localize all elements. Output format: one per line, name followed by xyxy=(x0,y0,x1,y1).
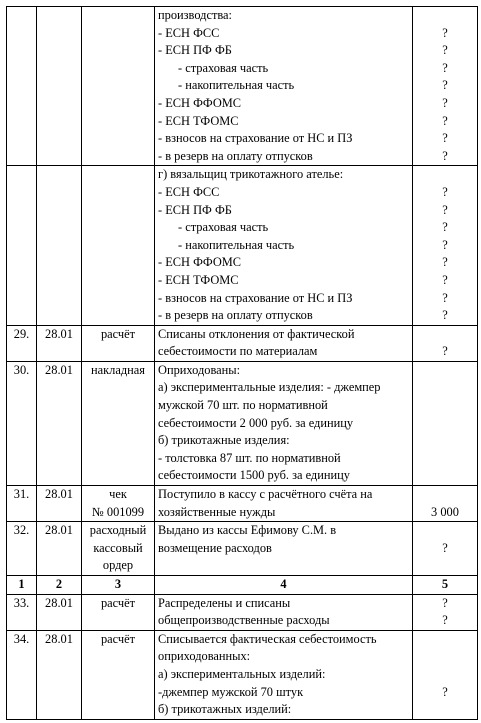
amount-value: ? xyxy=(442,595,448,610)
row-number: 34. xyxy=(7,630,37,719)
table-row xyxy=(7,630,478,719)
amount-cell xyxy=(413,7,478,166)
row-date: 28.01 xyxy=(37,325,82,361)
text-line: - взносов на страхование от НС и ПЗ xyxy=(158,290,353,305)
amount-value: ? xyxy=(442,184,448,199)
journal-page xyxy=(6,6,477,720)
text-line: - в резерв на оплату отпусков xyxy=(158,308,313,323)
row-date: 28.01 xyxy=(37,486,82,522)
amount-value xyxy=(416,666,474,684)
amount-value: ? xyxy=(442,613,448,628)
column-number: 3 xyxy=(82,576,155,595)
text-line: хозяйственные нужды xyxy=(158,504,276,519)
amount-value xyxy=(416,701,474,719)
amount-value: ? xyxy=(442,255,448,270)
column-number: 1 xyxy=(7,576,37,595)
amount-value: ? xyxy=(442,148,448,163)
text-line: себестоимости по материалам xyxy=(158,344,318,359)
table-row xyxy=(7,594,478,630)
column-number-row xyxy=(7,576,478,595)
text-line: - ЕСН ТФОМС xyxy=(158,113,239,128)
table-row xyxy=(7,522,478,576)
text-line: оприходованных: xyxy=(158,649,251,664)
amount-value: ? xyxy=(442,43,448,58)
text-line: - ЕСН ТФОМС xyxy=(158,272,239,287)
text-line: б) трикотажные изделия: xyxy=(158,433,290,448)
amount-value: ? xyxy=(442,131,448,146)
text-line: - ЕСН ФСС xyxy=(158,25,220,40)
table-row xyxy=(7,166,478,325)
text-line: возмещение расходов xyxy=(158,540,272,555)
text-line: - страховая часть xyxy=(178,220,269,235)
row-document: расчёт xyxy=(82,594,155,630)
operation-description xyxy=(155,594,413,630)
amount-value: ? xyxy=(442,60,448,75)
amount-value: ? xyxy=(442,290,448,305)
text-line: - страховая часть xyxy=(178,60,269,75)
text-line: Поступило в кассу с расчётного счёта на xyxy=(158,487,373,502)
operation-description xyxy=(155,325,413,361)
text-line: а) экспериментальных изделий: xyxy=(158,666,326,681)
text-line: - в резерв на оплату отпусков xyxy=(158,148,313,163)
text-line: себестоимости 2 000 руб. за единицу xyxy=(158,415,354,430)
amount-value: ? xyxy=(413,522,478,576)
text-line: -джемпер мужской 70 штук xyxy=(158,684,304,699)
text-line: а) экспериментальные изделия: - джемпер xyxy=(158,380,381,395)
text-line: - ЕСН ФСС xyxy=(158,184,220,199)
table-row xyxy=(7,486,478,522)
column-number: 5 xyxy=(413,576,478,595)
table-row xyxy=(7,325,478,361)
row-document: расчёт xyxy=(82,630,155,719)
amount-value: ? xyxy=(442,113,448,128)
text-line: Списывается фактическая себестоимость xyxy=(158,631,377,646)
column-number: 2 xyxy=(37,576,82,595)
amount-value: ? xyxy=(442,272,448,287)
row-document xyxy=(82,486,155,522)
text-line: себестоимости 1500 руб. за единицу xyxy=(158,468,350,483)
operation-description xyxy=(155,486,413,522)
text-line: мужской 70 шт. по нормативной xyxy=(158,398,328,413)
row-document: накладная xyxy=(82,361,155,485)
row-date: 28.01 xyxy=(37,630,82,719)
amount-value xyxy=(416,7,474,25)
operation-description xyxy=(155,166,413,325)
row-date: 28.01 xyxy=(37,522,82,576)
row-number: 30. xyxy=(7,361,37,485)
amount-value: ? xyxy=(442,25,448,40)
operation-description xyxy=(155,361,413,485)
text-line: - ЕСН ПФ ФБ xyxy=(158,43,232,58)
amount-cell xyxy=(413,594,478,630)
row-date: 28.01 xyxy=(37,594,82,630)
operations-table xyxy=(6,6,478,720)
text-line: Списаны отклонения от фактической xyxy=(158,326,355,341)
amount-cell xyxy=(413,166,478,325)
row-number: 32. xyxy=(7,522,37,576)
text-line: - ЕСН ПФ ФБ xyxy=(158,202,232,217)
amount-value: ? xyxy=(442,220,448,235)
amount-value xyxy=(416,631,474,649)
amount-cell xyxy=(413,361,478,485)
operation-description xyxy=(155,7,413,166)
text-line: г) вязальщиц трикотажного ателье: xyxy=(158,167,344,182)
table-row xyxy=(7,7,478,166)
document-line: № 001099 xyxy=(91,504,145,519)
text-line: - ЕСН ФФОМС xyxy=(158,95,242,110)
amount-value: ? xyxy=(442,202,448,217)
operation-description xyxy=(155,630,413,719)
text-line: Оприходованы: xyxy=(158,362,241,377)
amount-value: ? xyxy=(413,325,478,361)
text-line: - накопительная часть xyxy=(178,237,295,252)
text-line: - взносов на страхование от НС и ПЗ xyxy=(158,131,353,146)
text-line: производства: xyxy=(158,8,232,22)
document-line: чек xyxy=(109,487,127,502)
amount-value: 3 000 xyxy=(413,486,478,522)
table-row xyxy=(7,361,478,485)
row-number: 29. xyxy=(7,325,37,361)
amount-value: ? xyxy=(442,308,448,323)
document-line: ордер xyxy=(102,558,134,573)
amount-value xyxy=(416,166,474,184)
text-line: - ЕСН ФФОМС xyxy=(158,255,242,270)
amount-value: ? xyxy=(442,237,448,252)
amount-cell xyxy=(413,630,478,719)
row-document: расчёт xyxy=(82,325,155,361)
text-line: - толстовка 87 шт. по нормативной xyxy=(158,450,341,465)
column-number: 4 xyxy=(155,576,413,595)
document-line: кассовый xyxy=(93,540,143,555)
amount-value: ? xyxy=(442,78,448,93)
document-line: расходный xyxy=(89,523,147,538)
text-line: б) трикотажных изделий: xyxy=(158,702,292,717)
operation-description xyxy=(155,522,413,576)
amount-value: ? xyxy=(442,684,448,699)
row-number: 33. xyxy=(7,594,37,630)
text-line: - накопительная часть xyxy=(178,78,295,93)
row-date: 28.01 xyxy=(37,361,82,485)
amount-value: ? xyxy=(442,95,448,110)
row-number: 31. xyxy=(7,486,37,522)
amount-value xyxy=(416,648,474,666)
row-document xyxy=(82,522,155,576)
text-line: Выдано из кассы Ефимову С.М. в xyxy=(158,523,337,538)
text-line: Распределены и списаны xyxy=(158,595,291,610)
text-line: общепроизводственные расходы xyxy=(158,613,330,628)
